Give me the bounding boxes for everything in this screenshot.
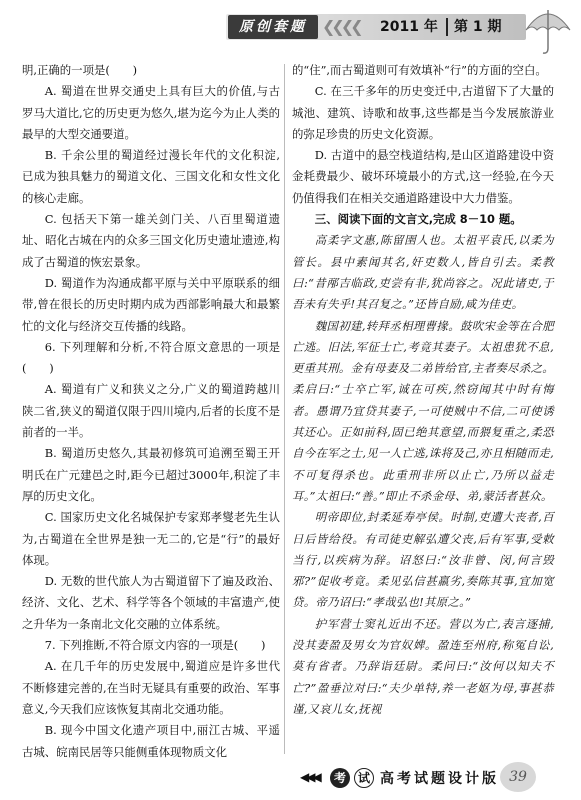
page-number: 39 <box>500 762 536 792</box>
footer-badge-shi: 试 <box>354 768 374 788</box>
answer-option: A. 在几千年的历史发展中,蜀道应是许多世代不断修建完善的,在当时无疑具有重要的政治、军事意义,今天我们应该恢复其南北交通功能。 <box>22 659 280 716</box>
footer-title: 高考试题设计版 <box>380 771 499 787</box>
classical-passage-paragraph: 魏国初建,转拜丞相理曹掾。鼓吹宋金等在合肥亡逃。旧法,军征士亡,考竟其妻子。太祖患犹不息,更重其刑。金有母妻及二弟皆给官,主者奏尽杀之。柔启曰:“士卒亡军,诚在可疾,然窃闻其中时有悔者。愚谓乃宜贷其妻子,一可使贼中不信,二可使诱其还心。正如前科,固已绝其意望,而猥复重之,柔恐自今在军之士,见一人亡逃,诛将及己,亦且相随而走,不可复得杀也。此重刑非所以止亡,乃所以益走耳。”太祖曰:“善。”即止不杀金母、弟,蒙活者甚众。 <box>292 318 554 503</box>
left-column <box>22 60 280 763</box>
answer-option: C. 在三千多年的历史变迁中,古道留下了大量的城池、建筑、诗歌和故事,这些都是当今发展旅游业的弥足珍贵的历史文化资源。 <box>292 84 554 141</box>
issue-number: 第 1 期 <box>454 19 502 35</box>
column-name: 原创套题 <box>228 15 318 39</box>
classical-passage-paragraph: 明帝即位,封柔延寿亭侯。时制,吏遭大丧者,百日后皆给役。有司徒吏解弘遭父丧,后有军事,受敕当行,以疾病为辞。诏怒曰:“汝非曾、闵,何言毁邪?”促收考竟。柔见弘信甚羸劣,奏陈其事,宜加宽贷。帝乃诏曰:“孝哉弘也!其原之。” <box>292 510 554 610</box>
answer-option: C. 包括天下第一雄关剑门关、八百里蜀道遗址、昭化古城在内的众多三国文化历史遗址遗迹,构成了古蜀道的恢宏景象。 <box>22 212 280 269</box>
umbrella-icon <box>522 4 574 56</box>
question-stem: 6. 下列理解和分析,不符合原文意思的一项是( ) <box>22 339 280 376</box>
answer-option: A. 蜀道有广义和狭义之分,广义的蜀道跨越川陕二省,狭义的蜀道仅限于四川境内,后者的长度不是前者的一半。 <box>22 382 280 440</box>
classical-passage-paragraph: 护军营士窦礼近出不还。营以为亡,表言逐捕,没其妻盈及男女为官奴婢。盈连至州府,称冤自讼,莫有省者。乃辞诣廷尉。柔问曰:“汝何以知夫不亡?”盈垂泣对曰:“夫少单特,养一老妪为母,事甚恭谨,又哀儿女,抚视 <box>292 616 554 716</box>
column-divider <box>284 64 285 754</box>
answer-option: A. 蜀道在世界交通史上具有巨大的价值,与古罗马大道比,它的历史更为悠久,堪为迄今为止人类的最早的大型交通要道。 <box>22 84 280 141</box>
header-separator <box>446 18 448 36</box>
page-header <box>0 0 581 58</box>
continued-text: 的“住”,而古蜀道则可有效填补“行”的方面的空白。 <box>292 63 547 77</box>
answer-option: B. 蜀道历史悠久,其最初修筑可追溯至蜀王开明氏在广元建邑之时,距今已超过3000年,积淀了丰厚的历史文化。 <box>22 446 280 503</box>
chevron-decoration-icon: ❮❮❮❮ <box>322 17 360 36</box>
right-column <box>292 60 554 720</box>
page-footer <box>0 758 581 800</box>
answer-option: D. 无数的世代旅人为古蜀道留下了遍及政治、经济、文化、艺术、科学等各个领域的丰富遗产,使之升华为一条南北文化交融的立体系统。 <box>22 574 280 631</box>
footer-badge-kao: 考 <box>330 768 350 788</box>
continued-text: 明,正确的一项是( ) <box>22 63 138 77</box>
answer-option: C. 国家历史文化名城保护专家郑孝燮老先生认为,古蜀道在全世界是独一无二的,它是“行”的最好体现。 <box>22 510 280 567</box>
left-arrows-icon: ◀◀◀ <box>300 770 319 784</box>
section-heading: 三、阅读下面的文言文,完成 8－10 题。 <box>314 212 522 227</box>
issue-year: 2011 年 <box>380 19 438 35</box>
answer-option: B. 现今中国文化遗产项目中,丽江古城、平遥古城、皖南民居等只能侧重体现物质文化 <box>22 723 280 759</box>
question-stem: 7. 下列推断,不符合原文内容的一项是( ) <box>44 638 266 653</box>
classical-passage-paragraph: 高柔字文惠,陈留圉人也。太祖平袁氏,以柔为管长。县中素闻其名,奸吏数人,皆自引去。柔教曰:“昔邴吉临政,吏尝有非,犹尚容之。况此诸吏,于吾未有失乎!其召复之。”还皆自励,咸为佳吏。 <box>292 233 554 312</box>
answer-option: D. 古道中的悬空栈道结构,是山区道路建设中资金耗费最少、破坏环境最小的方式,这一经验,在今天仍值得我们在相关交通道路建设中大力借鉴。 <box>292 148 554 205</box>
answer-option: D. 蜀道作为沟通成都平原与关中平原联系的细带,曾在很长的历史时期内成为西部影响最大和最繁忙的文化与经济交互传播的线路。 <box>22 275 280 333</box>
answer-option: B. 千余公里的蜀道经过漫长年代的文化积淀,已成为独具魅力的蜀道文化、三国文化和女性文化的核心走廊。 <box>22 148 280 205</box>
